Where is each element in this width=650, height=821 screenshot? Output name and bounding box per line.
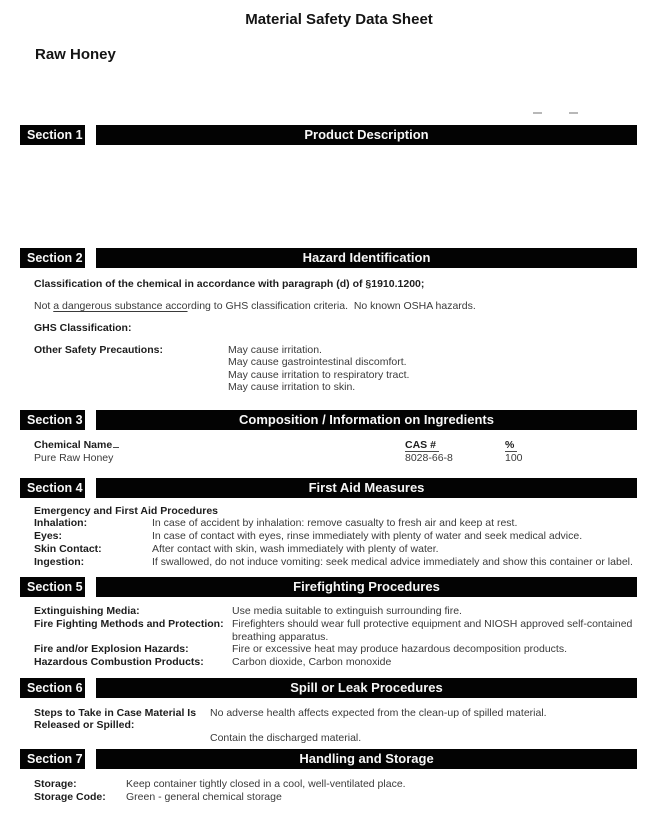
section-2-title: Hazard Identification (96, 248, 637, 268)
storage-row (34, 778, 650, 791)
precaution-line: May cause gastrointestinal discomfort. (228, 356, 407, 369)
section-5-label: Section 5 (20, 577, 85, 597)
first-aid-rows (0, 517, 650, 569)
first-aid-row-value: In case of accident by inhalation: remove casualty to fresh air and keep at rest. (152, 517, 518, 530)
spill-steps-label: Steps to Take in Case Material Is Released or Spilled: (34, 706, 197, 732)
firefighting-row-label: Extinguishing Media: (34, 605, 140, 618)
firefighting-row (34, 605, 650, 618)
header-gap (85, 577, 96, 597)
header-gap (85, 678, 96, 698)
section-1-label: Section 1 (20, 125, 85, 145)
spill-steps-paragraph: No adverse health affects expected from the clean-up of spilled material. (210, 706, 547, 719)
section-6-label: Section 6 (20, 678, 85, 698)
ghs-statement-suffix: rding to GHS classification criteria. No known OSHA hazards. (187, 300, 476, 312)
first-aid-row (34, 530, 650, 543)
ghs-statement (34, 300, 650, 313)
first-aid-row-label: Eyes: (34, 530, 63, 543)
first-aid-row (34, 543, 650, 556)
section-7-label: Section 7 (20, 749, 85, 769)
section-7-header (20, 749, 637, 769)
first-aid-row-label: Inhalation: (34, 517, 88, 530)
firefighting-row-value: breathing apparatus. (232, 630, 329, 643)
header-gap (85, 478, 96, 498)
section-2-label: Section 2 (20, 248, 85, 268)
firefighting-row (34, 656, 650, 669)
column-header-chemical-name: Chemical Name (34, 439, 405, 452)
firefighting-row-value: Firefighters should wear full protective equipment and NIOSH approved self-contained (232, 618, 633, 631)
firefighting-row-value: Use media suitable to extinguish surrounding fire. (232, 605, 462, 618)
section-2-header (20, 248, 637, 268)
product-name: Raw Honey (35, 46, 116, 63)
other-safety-precautions-row (34, 344, 650, 394)
spill-steps-paragraph: Contain the discharged material. (210, 732, 362, 745)
spill-steps-row (34, 707, 650, 745)
spill-steps-values (210, 707, 547, 745)
header-gap (85, 749, 96, 769)
firefighting-row-value: Carbon dioxide, Carbon monoxide (232, 655, 392, 668)
storage-row-label: Storage Code: (34, 790, 106, 803)
section-6-header (20, 678, 637, 698)
header-gap (85, 125, 96, 145)
other-safety-precautions-values (228, 344, 409, 394)
firefighting-row (34, 643, 650, 656)
section-3-label: Section 3 (20, 410, 85, 430)
firefighting-row (34, 618, 650, 643)
section-1-header (20, 125, 637, 145)
first-aid-row-value: If swallowed, do not induce vomiting: seek medical advice immediately and show this container or label. (152, 556, 633, 569)
header-gap (85, 410, 96, 430)
storage-row (34, 791, 650, 804)
firefighting-rows (0, 605, 650, 669)
section-5-title: Firefighting Procedures (96, 577, 637, 597)
firefighting-row-value: Fire or excessive heat may produce hazardous decomposition products. (232, 642, 568, 655)
ingredient-name: Pure Raw Honey (34, 451, 114, 464)
firefighting-row-label: Hazardous Combustion Products: (34, 655, 204, 668)
section-3-title: Composition / Information on Ingredients (96, 410, 637, 430)
storage-row-label: Storage: (34, 777, 77, 790)
document-title: Material Safety Data Sheet (245, 11, 433, 28)
first-aid-row-label: Skin Contact: (34, 543, 102, 556)
storage-row-value: Green - general chemical storage (126, 790, 282, 803)
precaution-line: May cause irritation to respiratory tract. (228, 368, 410, 381)
section-7-title: Handling and Storage (96, 749, 637, 769)
storage-rows (0, 778, 650, 804)
section-6-title: Spill or Leak Procedures (96, 678, 637, 698)
first-aid-row-value: In case of contact with eyes, rinse immediately with plenty of water and seek medical advice. (152, 530, 583, 543)
ingredient-cas: 8028-66-8 (405, 451, 453, 464)
ingredient-percent: 100 (505, 451, 523, 464)
classification-heading: Classification of the chemical in accordance with paragraph (d) of §1910.1200; (34, 278, 425, 290)
first-aid-row-label: Ingestion: (34, 556, 85, 569)
storage-row-value: Keep container tightly closed in a cool, well-ventilated place. (126, 777, 406, 790)
firefighting-row-label: Fire and/or Explosion Hazards: (34, 642, 189, 655)
other-safety-precautions-label: Other Safety Precautions: (34, 344, 163, 356)
column-header-cas: CAS # (405, 439, 505, 452)
first-aid-row (34, 556, 650, 569)
faded-text-artifact (569, 112, 578, 114)
header-gap (85, 248, 96, 268)
section-5-header (20, 577, 637, 597)
section-3-header (20, 410, 637, 430)
ingredients-table (34, 439, 637, 464)
ghs-statement-prefix: Not (34, 300, 54, 312)
section-4-header (20, 478, 637, 498)
precaution-line: May cause irritation. (228, 344, 322, 356)
first-aid-heading: Emergency and First Aid Procedures (34, 504, 219, 517)
section-1-title: Product Description (96, 125, 637, 145)
section-4-title: First Aid Measures (96, 478, 637, 498)
section-4-label: Section 4 (20, 478, 85, 498)
ghs-classification-heading: GHS Classification: (34, 322, 132, 334)
ghs-statement-underlined: a dangerous substance acco (53, 300, 188, 312)
faded-text-artifact (533, 112, 542, 114)
first-aid-row-value: After contact with skin, wash immediately with plenty of water. (152, 543, 439, 556)
firefighting-row-label: Fire Fighting Methods and Protection: (34, 618, 224, 631)
precaution-line: May cause irritation to skin. (228, 381, 356, 394)
first-aid-row (34, 517, 650, 530)
column-header-percent: % (505, 439, 637, 452)
